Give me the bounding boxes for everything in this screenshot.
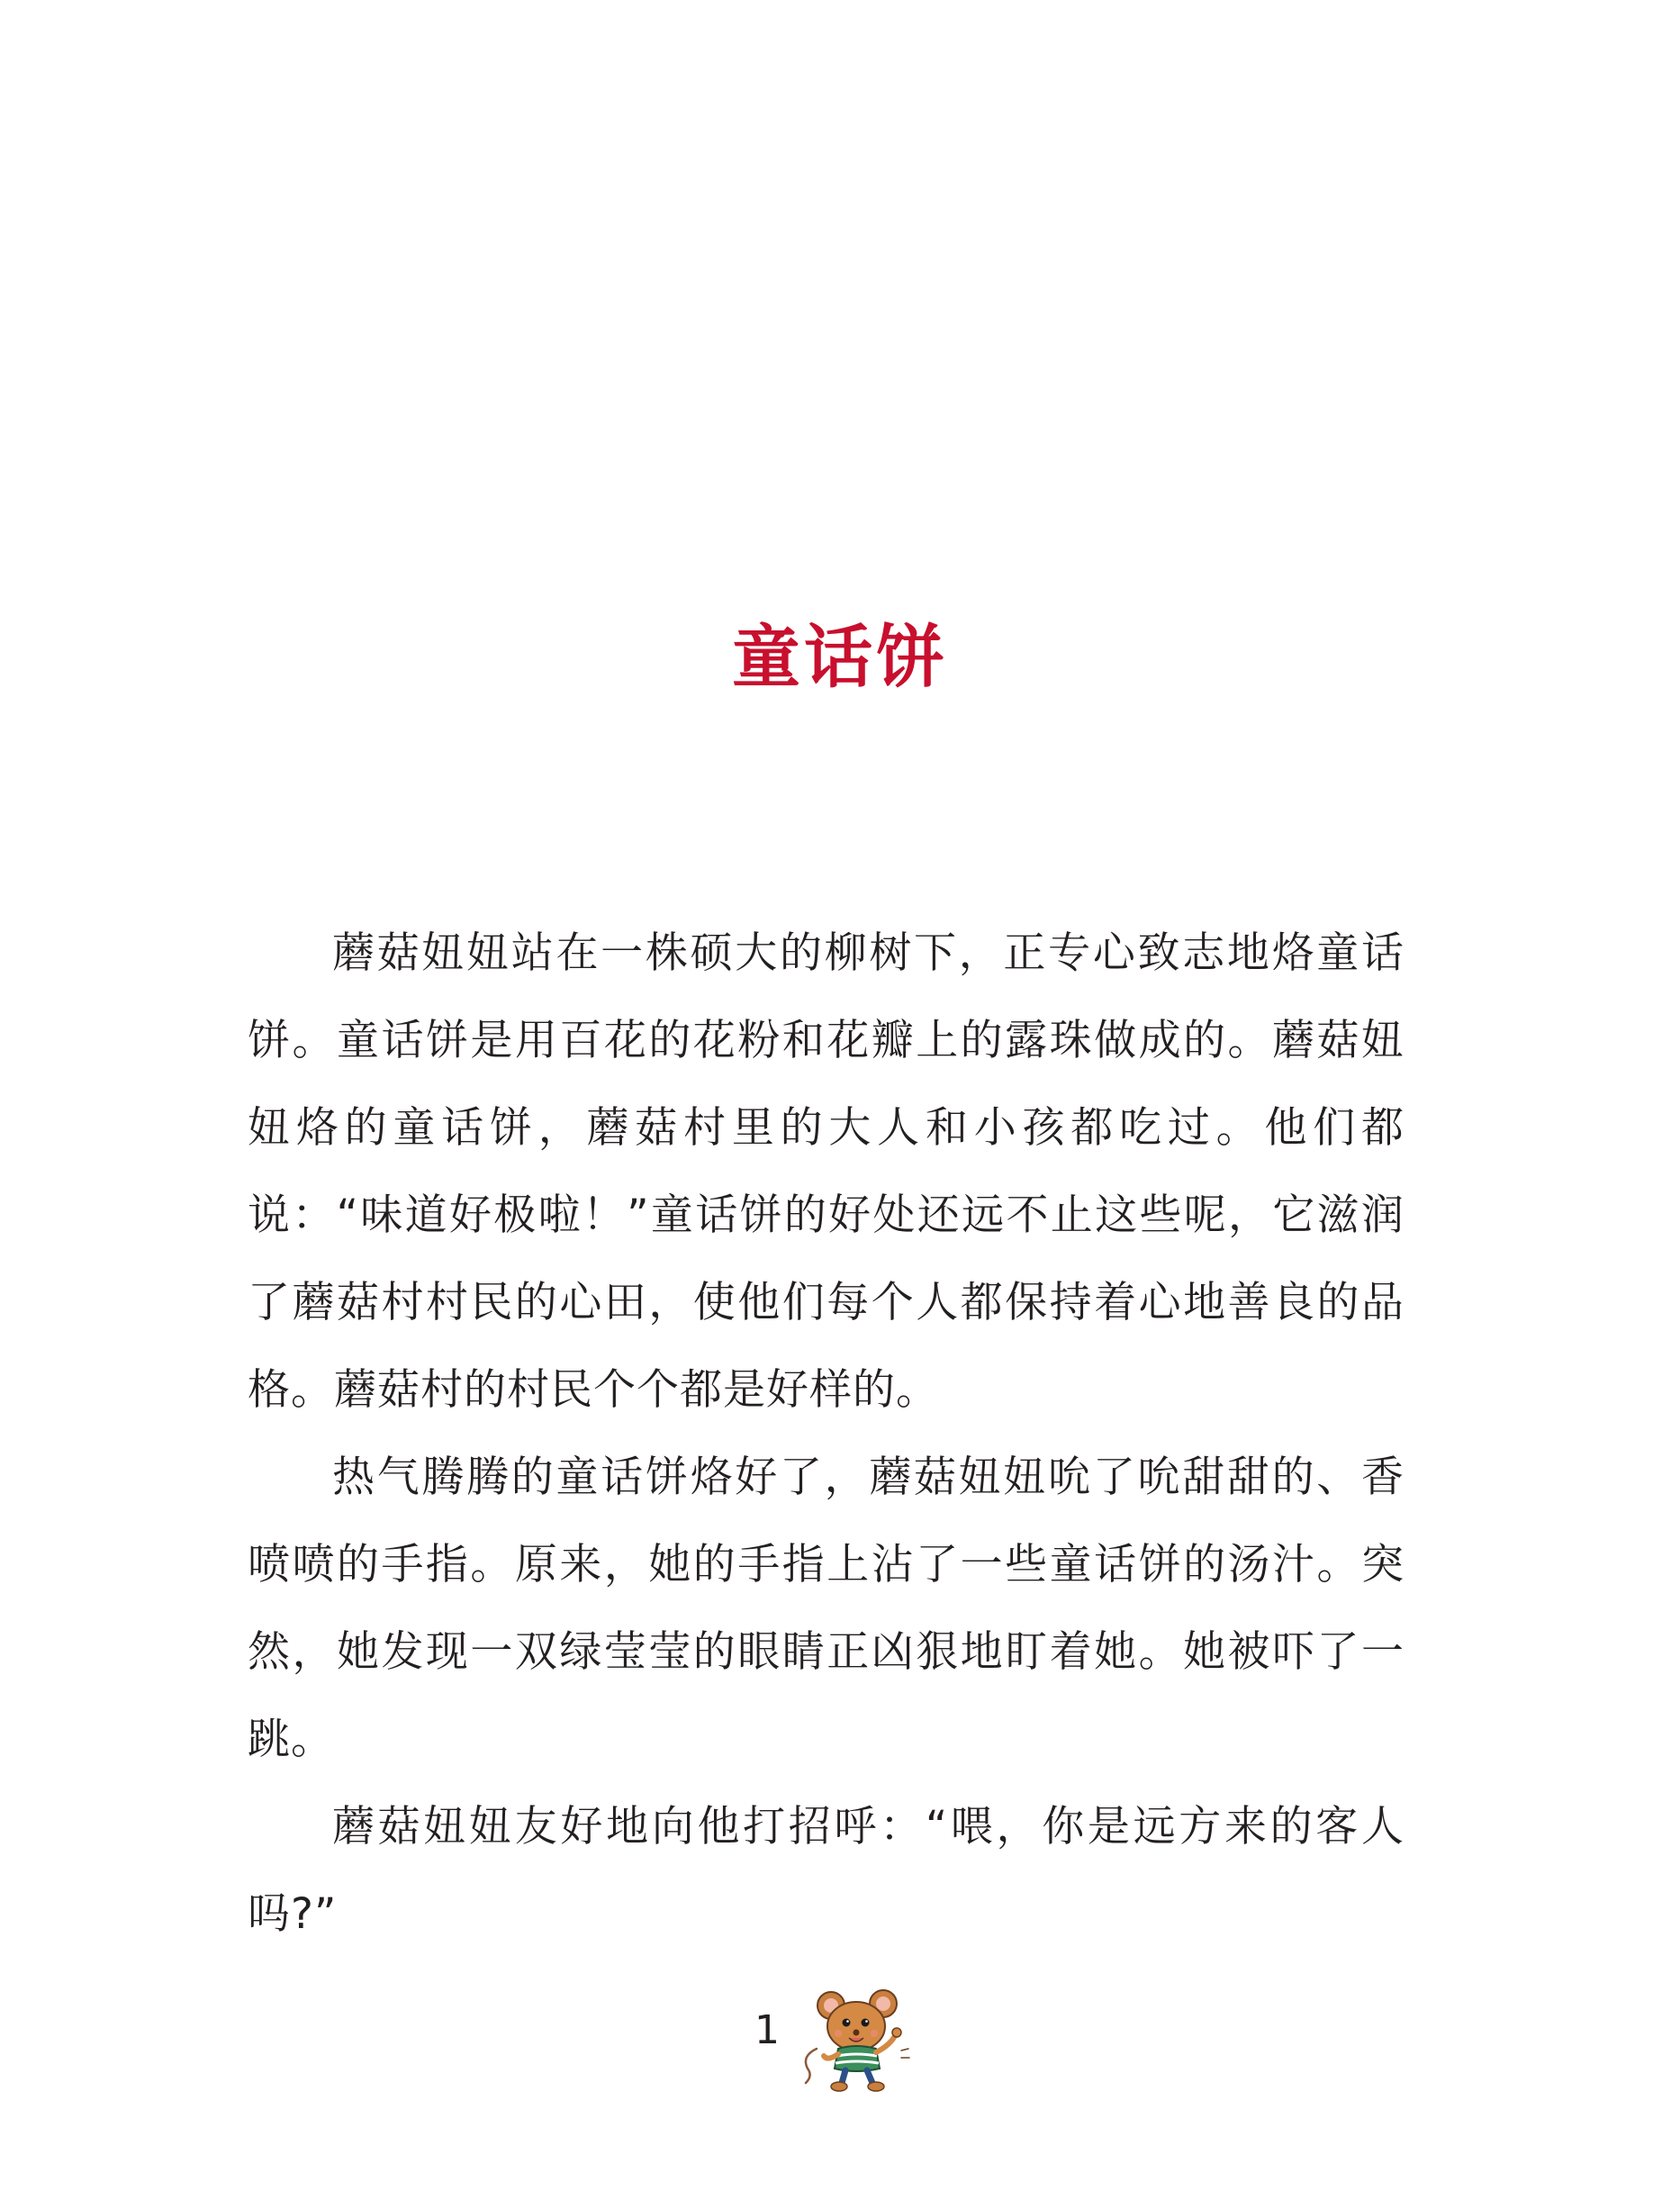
body-text: [248, 910, 1405, 1958]
page-number: 1: [754, 2007, 780, 2053]
paragraph-2: 热气腾腾的童话饼烙好了，蘑菇妞妞吮了吮甜甜的、香喷喷的手指。原来，她的手指上沾了一些童话饼的汤汁。突然，她发现一双绿莹莹的眼睛正凶狠地盯着她。她被吓了一跳。: [248, 1453, 1405, 1764]
paragraph-3: 蘑菇妞妞友好地向他打招呼：“喂，你是远方来的客人吗?”: [248, 1802, 1405, 1939]
cartoon-mouse-icon: [797, 1986, 914, 2094]
page-footer: [738, 1986, 918, 2094]
chapter-title: 童话饼: [732, 617, 948, 697]
paragraph-1: 蘑菇妞妞站在一株硕大的柳树下，正专心致志地烙童话饼。童话饼是用百花的花粉和花瓣上的露珠做成的。蘑菇妞妞烙的童话饼，蘑菇村里的大人和小孩都吃过。他们都说：“味道好极啦！”童话饼的好处还远不止这些呢，它滋润了蘑菇村村民的心田，使他们每个人都保持着心地善良的品格。蘑菇村的村民个个都是好样的。: [248, 928, 1405, 1415]
